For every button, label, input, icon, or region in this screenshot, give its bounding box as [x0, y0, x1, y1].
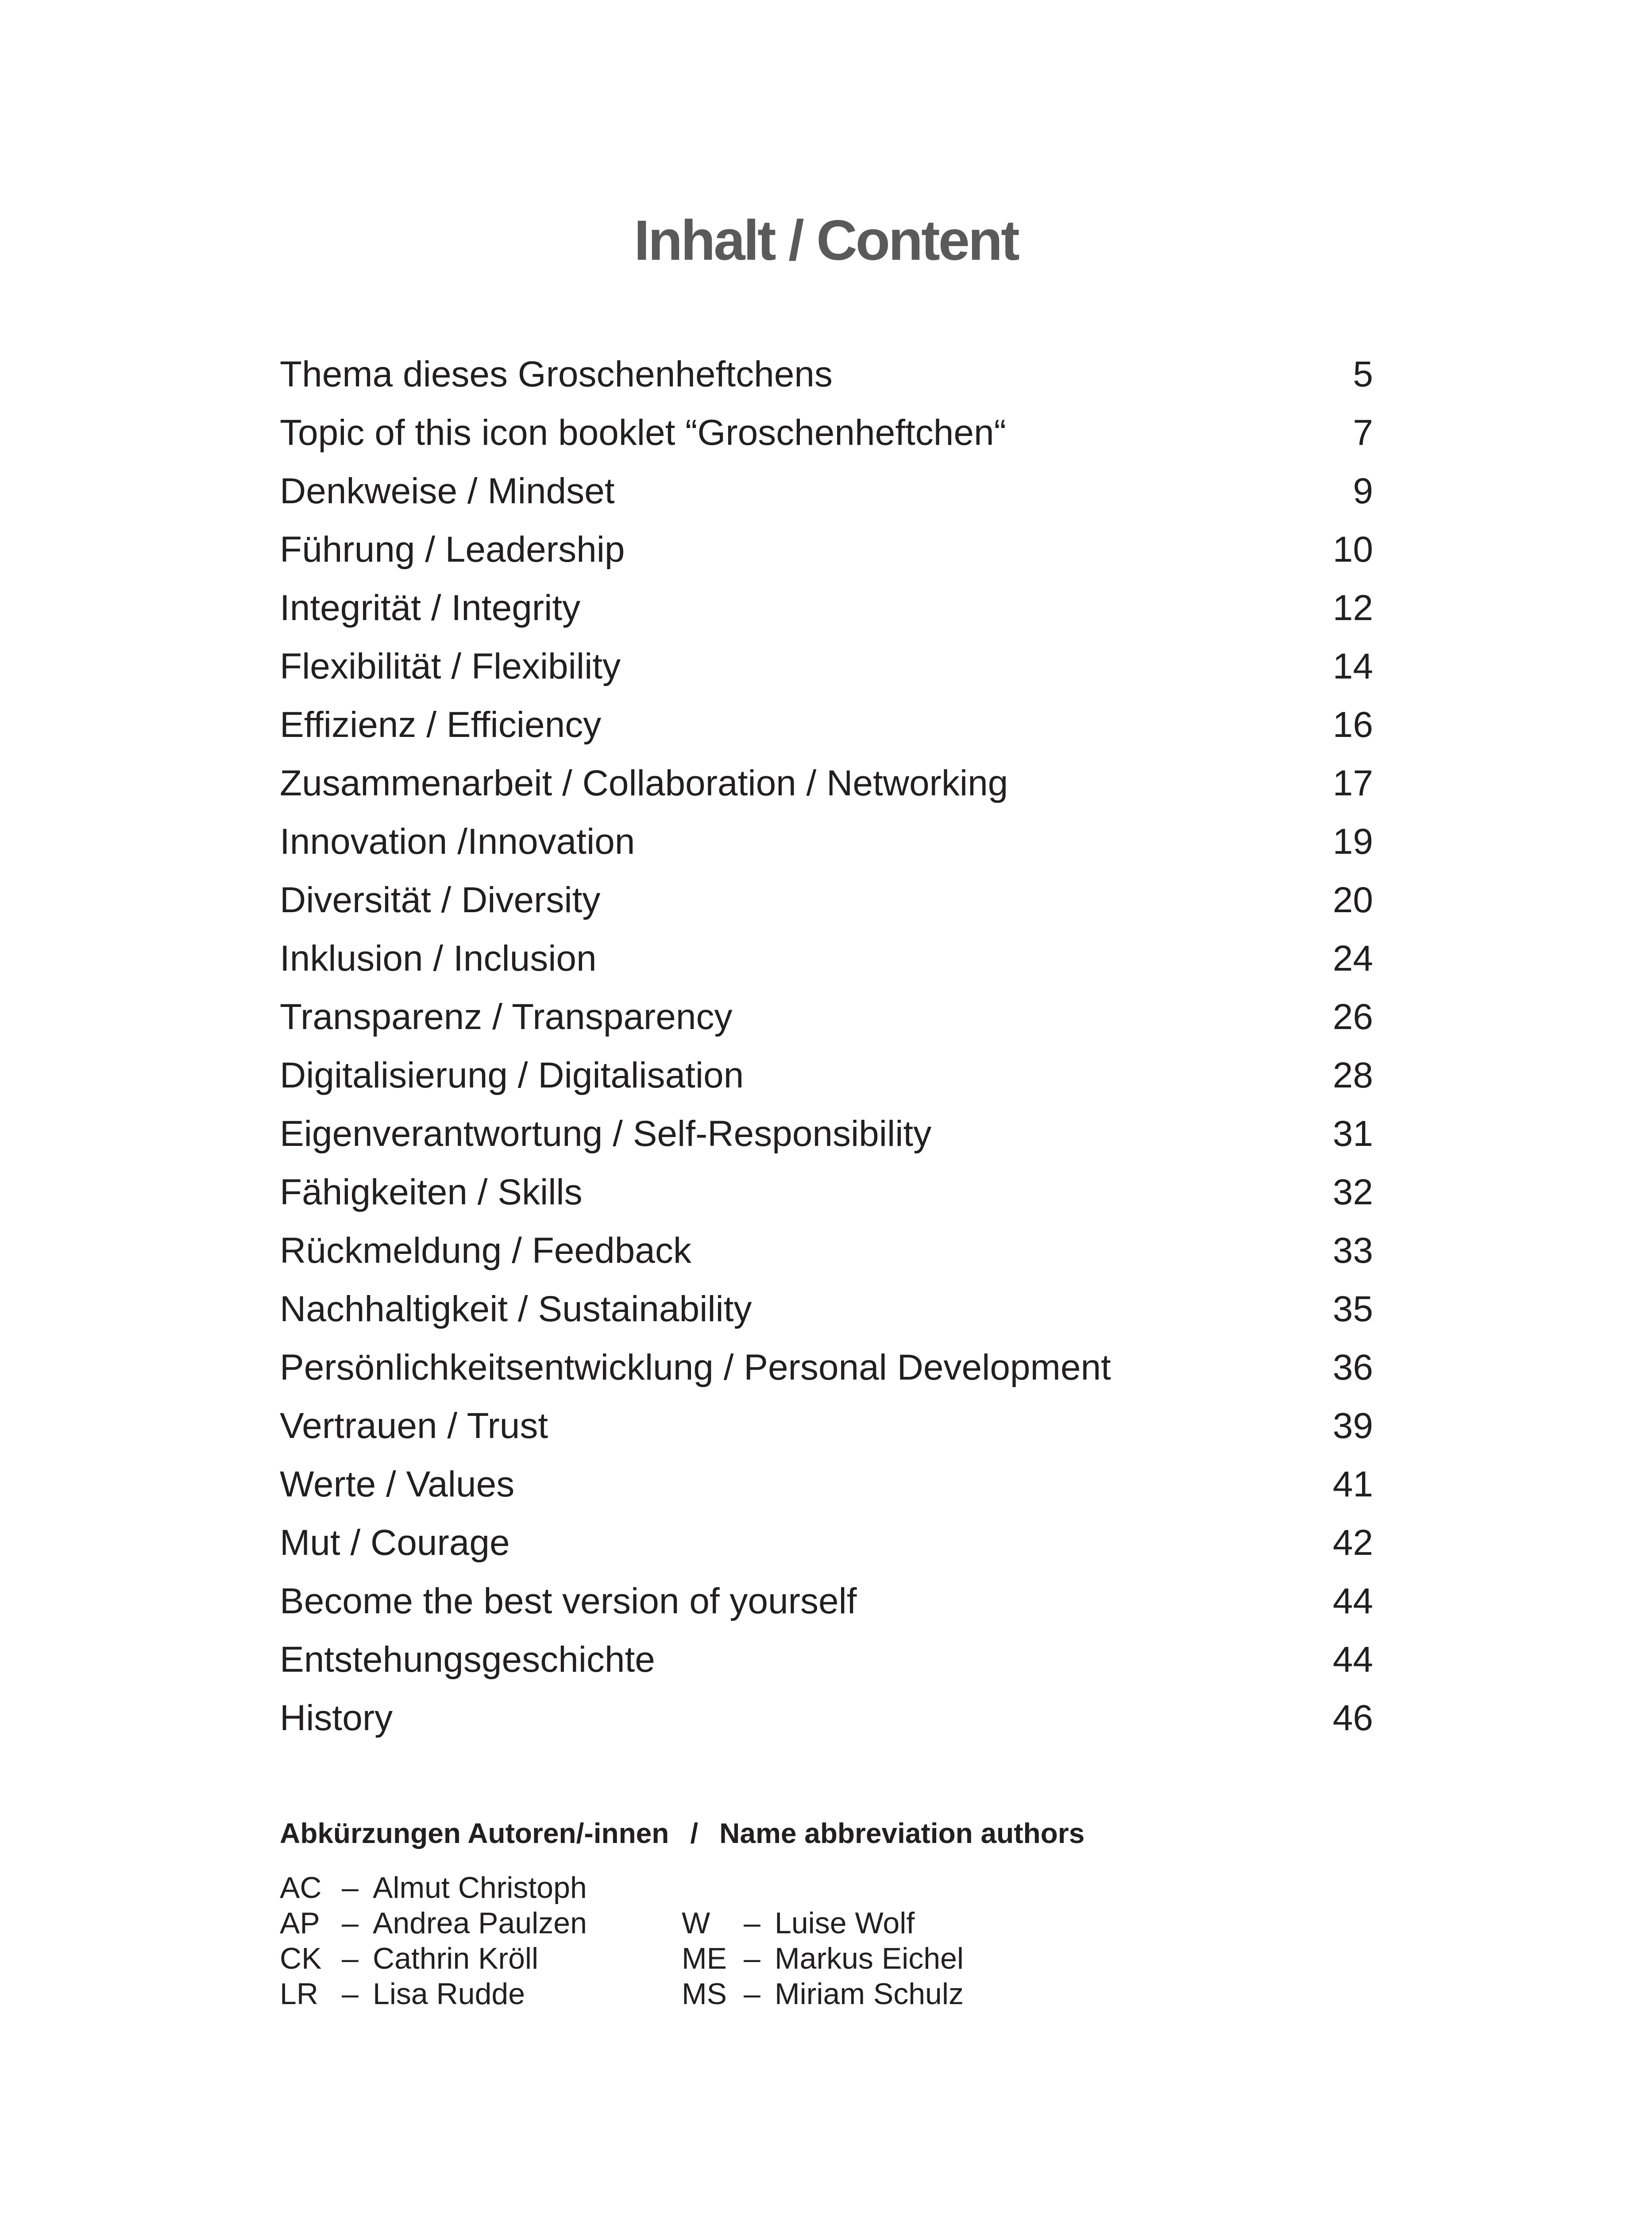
table-of-contents [280, 345, 1373, 1747]
author-dash: – [342, 1942, 359, 1975]
toc-entry-title: Thema dieses Groschenheftchens [280, 354, 833, 394]
toc-entry-title: Werte / Values [280, 1464, 515, 1504]
toc-entry-page: 20 [1332, 880, 1373, 920]
abbreviations-heading-en: Name abbreviation authors [719, 1817, 1085, 1849]
toc-entry-title: Effizienz / Efficiency [280, 705, 602, 745]
toc-entry-title: Zusammenarbeit / Collaboration / Networking [280, 763, 1008, 803]
author-dash: – [744, 1942, 760, 1975]
toc-entry-page: 12 [1332, 588, 1373, 628]
author-code: CK [280, 1942, 322, 1975]
author-name: Luise Wolf [775, 1906, 915, 1940]
toc-entry-page: 14 [1332, 646, 1373, 686]
toc-entry[interactable] [280, 988, 1373, 1046]
toc-entry-page: 28 [1332, 1055, 1373, 1095]
author-abbreviation [280, 1870, 587, 1905]
toc-entry[interactable] [280, 871, 1373, 929]
toc-entry[interactable] [280, 1572, 1373, 1631]
author-abbreviation [682, 1905, 964, 1941]
toc-entry-page: 26 [1332, 997, 1373, 1037]
author-name: Cathrin Kröll [373, 1942, 539, 1975]
toc-entry-title: Denkweise / Mindset [280, 471, 615, 511]
toc-entry-page: 32 [1332, 1172, 1373, 1212]
toc-entry[interactable] [280, 520, 1373, 579]
author-code: AC [280, 1871, 322, 1905]
toc-entry-title: Become the best version of yourself [280, 1581, 857, 1621]
toc-entry-page: 44 [1332, 1581, 1373, 1621]
toc-entry[interactable] [280, 754, 1373, 813]
toc-entry-page: 31 [1332, 1114, 1373, 1154]
toc-entry[interactable] [280, 1163, 1373, 1222]
toc-entry-title: Rückmeldung / Feedback [280, 1230, 691, 1271]
toc-entry-title: Digitalisierung / Digitalisation [280, 1055, 744, 1095]
toc-entry-title: Flexibilität / Flexibility [280, 646, 621, 686]
toc-entry-page: 7 [1353, 413, 1373, 453]
abbreviations-list-left [280, 1870, 587, 2012]
toc-entry-page: 19 [1332, 821, 1373, 862]
author-name: Lisa Rudde [373, 1977, 525, 2011]
toc-entry[interactable] [280, 1631, 1373, 1689]
toc-entry[interactable] [280, 1280, 1373, 1338]
author-abbreviation [682, 1941, 964, 1976]
toc-entry[interactable] [280, 1338, 1373, 1397]
toc-entry[interactable] [280, 1455, 1373, 1514]
toc-entry-page: 33 [1332, 1230, 1373, 1271]
toc-entry-page: 16 [1332, 705, 1373, 745]
toc-entry-title: Führung / Leadership [280, 529, 625, 570]
toc-entry[interactable] [280, 404, 1373, 462]
toc-entry-page: 39 [1332, 1406, 1373, 1446]
toc-entry[interactable] [280, 1046, 1373, 1105]
toc-entry-page: 10 [1332, 529, 1373, 570]
toc-entry-title: History [280, 1698, 393, 1738]
toc-entry-page: 35 [1332, 1289, 1373, 1329]
toc-entry-page: 24 [1332, 938, 1373, 979]
toc-entry[interactable] [280, 1689, 1373, 1747]
page-title: Inhalt / Content [634, 209, 1018, 272]
author-name: Almut Christoph [373, 1871, 587, 1905]
toc-entry[interactable] [280, 1397, 1373, 1455]
author-code: MS [682, 1977, 727, 2011]
toc-entry-title: Inklusion / Inclusion [280, 938, 597, 979]
toc-entry-page: 9 [1353, 471, 1373, 511]
toc-entry-title: Topic of this icon booklet “Groschenheftchen“ [280, 413, 1006, 453]
toc-entry-page: 5 [1353, 354, 1373, 394]
toc-entry-title: Entstehungsgeschichte [280, 1639, 655, 1680]
toc-entry-title: Nachhaltigkeit / Sustainability [280, 1289, 752, 1329]
toc-entry[interactable] [280, 696, 1373, 754]
author-name: Andrea Paulzen [373, 1906, 587, 1940]
author-dash: – [744, 1977, 760, 2011]
author-code: ME [682, 1942, 727, 1975]
abbreviations-heading [280, 1817, 1085, 1850]
author-code: AP [280, 1906, 320, 1940]
toc-entry-title: Eigenverantwortung / Self-Responsibility [280, 1114, 932, 1154]
toc-entry-title: Innovation /Innovation [280, 821, 635, 862]
abbreviations-list-right [682, 1905, 964, 2012]
author-dash: – [342, 1977, 359, 2011]
toc-entry-page: 36 [1332, 1347, 1373, 1388]
toc-entry[interactable] [280, 813, 1373, 871]
toc-entry-title: Diversität / Diversity [280, 880, 601, 920]
toc-entry-title: Vertrauen / Trust [280, 1406, 548, 1446]
toc-entry-title: Fähigkeiten / Skills [280, 1172, 583, 1212]
toc-entry[interactable] [280, 1222, 1373, 1280]
abbreviations-heading-separator: / [690, 1817, 699, 1849]
author-abbreviation [682, 1976, 964, 2012]
author-abbreviation [280, 1905, 587, 1941]
author-abbreviation [280, 1976, 587, 2012]
abbreviations-heading-de: Abkürzungen Autoren/-innen [280, 1817, 669, 1849]
toc-entry[interactable] [280, 1514, 1373, 1572]
toc-entry-page: 17 [1332, 763, 1373, 803]
author-dash: – [342, 1871, 359, 1905]
toc-entry[interactable] [280, 637, 1373, 696]
toc-entry-title: Transparenz / Transparency [280, 997, 733, 1037]
toc-entry-title: Integrität / Integrity [280, 588, 581, 628]
toc-entry[interactable] [280, 579, 1373, 637]
author-code: W [682, 1906, 710, 1940]
author-dash: – [744, 1906, 760, 1940]
toc-entry[interactable] [280, 1105, 1373, 1163]
author-code: LR [280, 1977, 318, 2011]
author-dash: – [342, 1906, 359, 1940]
toc-entry[interactable] [280, 345, 1373, 404]
toc-entry-page: 42 [1332, 1523, 1373, 1563]
author-name: Miriam Schulz [775, 1977, 964, 2011]
toc-entry-page: 44 [1332, 1639, 1373, 1680]
toc-entry-title: Mut / Courage [280, 1523, 510, 1563]
author-abbreviation [280, 1941, 587, 1976]
toc-entry-title: Persönlichkeitsentwicklung / Personal Development [280, 1347, 1111, 1388]
author-name: Markus Eichel [775, 1942, 964, 1975]
toc-entry[interactable] [280, 462, 1373, 520]
toc-entry-page: 46 [1332, 1698, 1373, 1738]
toc-entry-page: 41 [1332, 1464, 1373, 1504]
toc-entry[interactable] [280, 929, 1373, 988]
